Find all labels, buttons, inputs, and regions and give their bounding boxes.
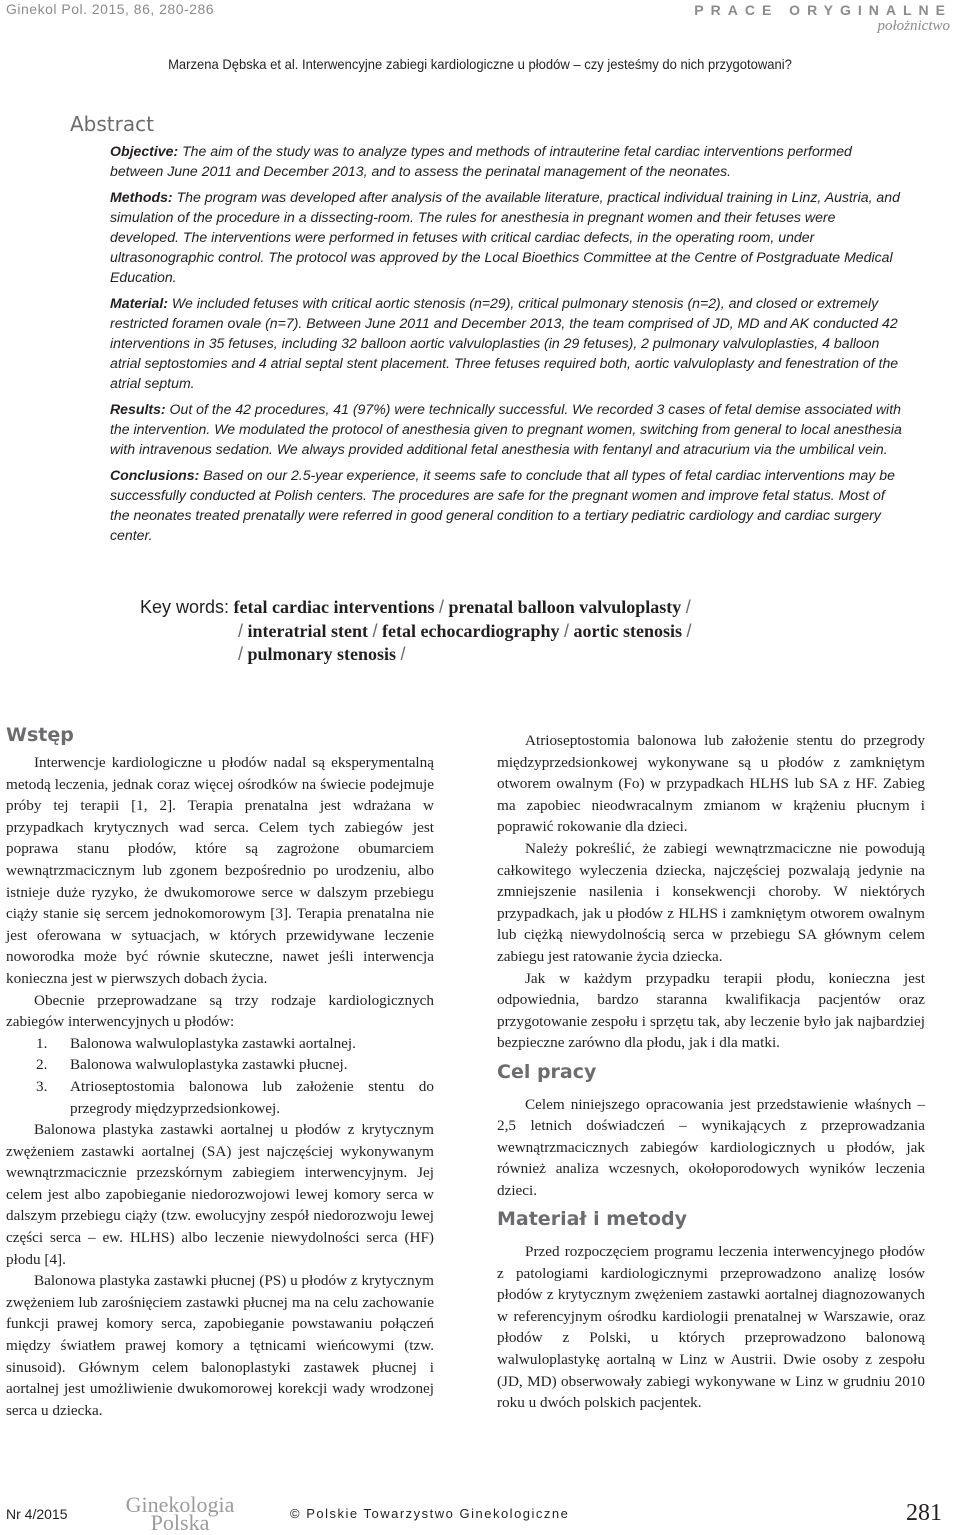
abstract-body (110, 141, 905, 551)
results-text: Out of the 42 procedures, 41 (97%) were technically successful. We recorded 3 cases of fetal demise associated with the intervention. We modulated the protocol of anesthesia given to pregnant women, switching from general to local anesthesia with intravenous sedation. We always provided additional fetal anesthesia with fentanyl and atracurium via the umbilical vein. (110, 401, 902, 457)
keyword-separator: / (439, 597, 445, 617)
keyword-term: fetal echocardiography (382, 620, 560, 641)
body-column-left (6, 752, 434, 1421)
logo-line-1: Ginekologia (125, 1492, 235, 1517)
keywords-block (140, 596, 691, 667)
paragraph: Atrioseptostomia balonowa lub założenie stentu do przegrody międzyprzedsionkowej wykonywane są u płodów z zamkniętym otworem owalnym (Fo) w przypadkach HLHS lub SA z HF. Zabieg ma zapobiec nieodwracalnym zmianom w krążeniu płucnym i poprawić rokowanie dla dzieci. (497, 732, 925, 836)
keywords-line-1 (140, 596, 691, 620)
list-text: Balonowa walwuloplastyka zastawki aortalnej. (70, 1034, 356, 1052)
paragraph: Balonowa plastyka zastawki aortalnej u płodów z krytycznym zwężeniem zastawki aortalnej (SA) jest najczęściej wykonywanym wewnątrzmacicznie przezskórnym zabiegiem interwencyjnym. Jej celem jest albo zapobieganie niedorozwojowi lewej komory serca w dalszym przebiegu ciąży (tzw. ewolucyjny zespół niedorozwoju lewej części serca – ew. HLHS) albo leczenie niewydolności serca (HF) płodu [4]. (6, 1121, 434, 1268)
list-item (6, 1054, 434, 1076)
objective-text: The aim of the study was to analyze types and methods of intrauterine fetal cardiac interventions performed between June 2011 and December 2013, and to assess the perinatal management of the neonates. (110, 143, 852, 179)
keyword-separator: / (686, 620, 692, 641)
abstract-material (110, 293, 905, 393)
objective-label: Objective: (110, 143, 179, 159)
procedure-list (6, 1033, 434, 1119)
paragraph: Obecnie przeprowadzane są trzy rodzaje kardiologicznych zabiegów interwencyjnych u płodów: (6, 991, 434, 1031)
abstract-methods (110, 187, 905, 287)
keyword-term: fetal cardiac interventions (233, 597, 435, 617)
keyword-separator: / (400, 644, 406, 664)
abstract-title: Abstract (70, 112, 154, 136)
keyword-term: prenatal balloon valvuloplasty (448, 597, 682, 617)
material-text: We included fetuses with critical aortic stenosis (n=29), critical pulmonary stenosis (n=2), and closed or extremely restricted foramen ovale (n=7). Between June 2011 and December 2013, the team comprised of JD, MD and AK conducted 42 interventions in 35 fetuses, including 32 balloon aortic valvuloplasties (in 29 fetuses), 2 pulmonary valvuloplasties, 4 balloon atrial septostomies and 4 atrial septal stent placement. Three fetuses required both, aortic valvuloplasty and fenestration of the atrial septum. (110, 295, 899, 391)
section-label: PRACE ORYGINALNE (694, 2, 952, 18)
material-label: Material: (110, 295, 168, 311)
keyword-separator: / (238, 620, 244, 641)
keyword-term: interatrial stent (247, 620, 368, 641)
abstract-objective (110, 141, 905, 181)
keyword-separator: / (563, 620, 569, 641)
running-head: Marzena Dębska et al. Interwencyjne zabiegi kardiologiczne u płodów – czy jesteśmy do nich przygotowani? (168, 56, 792, 72)
list-number: 1. (36, 1034, 48, 1052)
body-column-right (497, 730, 925, 1414)
paragraph: Celem niniejszego opracowania jest przedstawienie właśnych – 2,5 letnich doświadczeń – wynikających z przeprowadzania wewnątrzmacicznych zabiegów kardiologicznych u płodów, jak również analiza wczesnych, okołoporodowych wyników leczenia dzieci. (497, 1095, 925, 1199)
list-item (6, 1033, 434, 1055)
paragraph: Jak w każdym przypadku terapii płodu, konieczna jest odpowiednia, bardzo staranna kwalifikacja pacjentów oraz przygotowanie zespołu i sprzętu tak, aby leczenie było jak najbardziej bezpieczne zarówno dla płodu, jak i dla matki. (497, 969, 925, 1052)
journal-citation: Ginekol Pol. 2015, 86, 280-286 (6, 1, 215, 17)
society-copyright: © Polskie Towarzystwo Ginekologiczne (290, 1506, 570, 1521)
methods-label: Methods: (110, 189, 173, 205)
paragraph: Interwencje kardiologiczne u płodów nadal są eksperymentalną metodą leczenia, jednak coraz więcej ośrodków na świecie podejmuje próby tej terapii [1, 2]. Terapia prenatalna jest wdrażana w przypadkach krytycznych wad serca. Celem tych zabiegów jest poprawa stanu płodów, które są zagrożone obumarciem wewnątrzmacicznym lub zgonem bezpośrednio po urodzeniu, albo istnieje duże ryzyko, że dwukomorowe serce w dalszym przebiegu ciąży stanie się sercem jednokomorowym [3]. Terapia prenatalna nie jest oferowana w sytuacjach, w których przewidywane leczenie noworodka może być równie skuteczne, nawet jeśli interwencja konieczna jest w pierwszych dobach życia. (6, 754, 434, 987)
keywords-line-3 (140, 643, 691, 667)
paragraph: Należy pokreślić, że zabiegi wewnątrzmaciczne nie powodują całkowitego wyleczenia dziecka, najczęściej pozwalają jedynie na zmniejszenie nasilenia i konsekwencji choroby. W niektórych przypadkach, jak u płodów z HLHS i zamkniętym otworem owalnym lub ciężką niewydolnością serca w przebiegu SA głównym celem zabiegu jest ratowanie życia dziecka. (497, 839, 925, 965)
abstract-results (110, 399, 905, 459)
conclusions-label: Conclusions: (110, 467, 200, 483)
journal-logo (120, 1492, 240, 1535)
keywords-line-2 (140, 620, 691, 644)
list-item (6, 1076, 434, 1119)
list-number: 2. (36, 1056, 48, 1074)
results-label: Results: (110, 401, 166, 417)
paragraph: Balonowa plastyka zastawki płucnej (PS) u płodów z krytycznym zwężeniem lub zarośnięciem zastawki płucnej ma na celu zachowanie funkcji prawej komory serca, zapobieganie powstawaniu połączeń między światłem prawej komory a tętnicami wieńcowymi (tzw. sinusoid). Głównym celem balonoplastyki zastawek płucnej i aortalnej jest umożliwienie dwukomorowej korekcji wady wrodzonej serca u dziecka. (6, 1272, 434, 1419)
issue-number: Nr 4/2015 (6, 1506, 68, 1522)
keywords-label: Key words: (140, 597, 230, 617)
list-number: 3. (36, 1077, 48, 1095)
methods-text: The program was developed after analysis of the available literature, practical individual training in Linz, Austria, and simulation of the procedure in a dissecting-room. The rules for anesthesia in pregnant women and their fetuses were developed. The interventions were performed in fetuses with critical cardiac defects, in the operating room, under ultrasonographic control. The protocol was approved by the Local Bioethics Committee at the Centre of Postgraduate Medical Education. (110, 189, 900, 285)
subsection-label: położnictwo (877, 18, 950, 34)
list-text: Atrioseptostomia balonowa lub założenie stentu do przegrody międzyprzedsionkowej. (70, 1077, 434, 1117)
keyword-separator: / (238, 644, 244, 664)
keyword-term: aortic stenosis (573, 620, 682, 641)
conclusions-text: Based on our 2.5-year experience, it seems safe to conclude that all types of fetal cardiac interventions may be successfully conducted at Polish centers. The procedures are safe for the pregnant women and improve fetal status. Most of the neonates treated prenatally were referred in good general condition to a tertiary pediatric cardiology and cardiac surgery center. (110, 467, 895, 543)
keyword-separator: / (685, 597, 691, 617)
heading-cel-pracy: Cel pracy (497, 1060, 597, 1083)
abstract-conclusions (110, 465, 905, 545)
logo-line-2: Polska (150, 1510, 210, 1535)
page-number: 281 (906, 1500, 942, 1526)
keyword-separator: / (372, 620, 378, 641)
heading-material-i-metody: Materiał i metody (497, 1208, 687, 1231)
paragraph: Przed rozpoczęciem programu leczenia interwencyjnego płodów z patologiami kardiologicznymi przeprowadzono analizę losów płodów z krytycznym zwężeniem zastawki aortalnej diagnozowanych w referencyjnym ośrodku kardiologii prenatalnej w Warszawie, oraz płodów z Polski, u których przeprowadzono balonową walwuloplastykę aortalną w Linz w Austrii. Dwie osoby z zespołu (JD, MD) obserwowały zabiegi wykonywane w Linz w grudniu 2010 roku u dwóch polskich pacjentek. (497, 1243, 925, 1412)
list-text: Balonowa walwuloplastyka zastawki płucnej. (70, 1056, 348, 1074)
keyword-term: pulmonary stenosis (247, 644, 397, 664)
heading-wstep: Wstęp (6, 724, 74, 746)
